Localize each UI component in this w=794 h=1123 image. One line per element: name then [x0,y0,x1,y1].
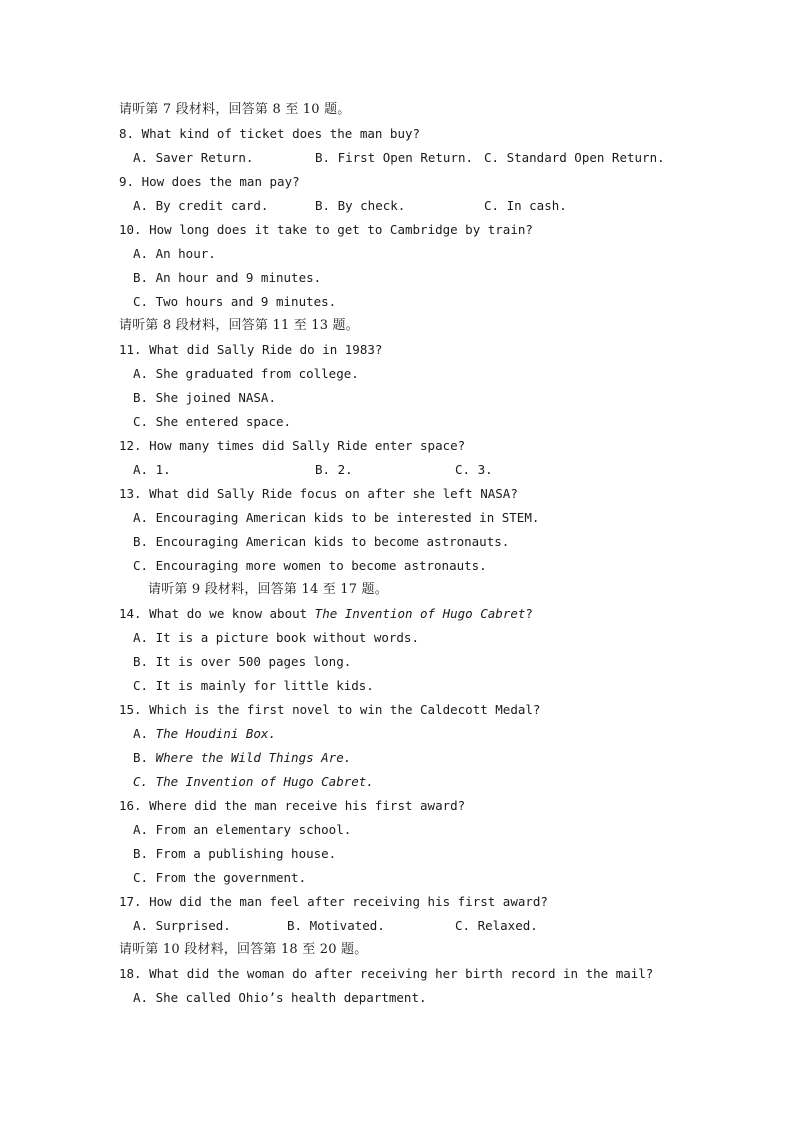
question-14-text: 14. What do we know about [119,606,315,621]
option-10-c: C. Two hours and 9 minutes. [133,294,337,309]
question-12: 12. How many times did Sally Ride enter space? [119,438,466,453]
section-header-9: 请听第 9 段材料，回答第 14 至 17 题。 [148,582,388,597]
question-17: 17. How did the man feel after receiving his first award? [119,894,548,909]
section-header-10: 请听第 10 段材料，回答第 18 至 20 题。 [119,942,368,957]
option-15-b [133,747,351,769]
option-14-c: C. It is mainly for little kids. [133,678,374,693]
question-14 [119,603,533,625]
option-15-b-title: Where the Wild Things Are. [155,750,352,765]
option-15-a-label: A. [133,726,156,741]
question-16: 16. Where did the man receive his first award? [119,798,466,813]
option-13-b: B. Encouraging American kids to become astronauts. [133,534,510,549]
question-9: 9. How does the man pay? [119,174,300,189]
option-17-c: C. Relaxed. [455,918,538,933]
option-11-b: B. She joined NASA. [133,390,276,405]
question-10: 10. How long does it take to get to Cambridge by train? [119,222,533,237]
options-row-9 [0,195,794,217]
option-17-b: B. Motivated. [287,918,385,933]
option-10-a: A. An hour. [133,246,216,261]
option-13-a: A. Encouraging American kids to be interested in STEM. [133,510,540,525]
option-16-c: C. From the government. [133,870,307,885]
question-14-mark: ? [525,606,533,621]
option-18-a: A. She called Ohio’s health department. [133,990,427,1005]
section-header-7: 请听第 7 段材料，回答第 8 至 10 题。 [119,102,351,117]
option-16-b: B. From a publishing house. [133,846,337,861]
option-9-c: C. In cash. [484,198,567,213]
option-8-c: C. Standard Open Return. [484,150,665,165]
option-12-b: B. 2. [315,462,353,477]
question-11: 11. What did Sally Ride do in 1983? [119,342,383,357]
options-row-12 [0,459,794,481]
section-header-8: 请听第 8 段材料，回答第 11 至 13 题。 [119,318,359,333]
option-8-a: A. Saver Return. [133,150,254,165]
options-row-8 [0,147,794,169]
book-title: The Invention of Hugo Cabret [314,606,526,621]
option-11-a: A. She graduated from college. [133,366,359,381]
question-18: 18. What did the woman do after receiving her birth record in the mail? [119,966,654,981]
option-13-c: C. Encouraging more women to become astronauts. [133,558,487,573]
options-row-17 [0,915,794,937]
option-12-a: A. 1. [133,462,171,477]
option-14-b: B. It is over 500 pages long. [133,654,352,669]
option-9-a: A. By credit card. [133,198,269,213]
question-8: 8. What kind of ticket does the man buy? [119,126,421,141]
option-8-b: B. First Open Return. [315,150,474,165]
option-10-b: B. An hour and 9 minutes. [133,270,322,285]
option-15-c: C. The Invention of Hugo Cabret. [133,774,374,789]
option-11-c: C. She entered space. [133,414,292,429]
question-13: 13. What did Sally Ride focus on after she left NASA? [119,486,518,501]
option-15-a-title: The Houdini Box. [155,726,276,741]
question-15: 15. Which is the first novel to win the Caldecott Medal? [119,702,541,717]
option-12-c: C. 3. [455,462,493,477]
option-9-b: B. By check. [315,198,406,213]
option-16-a: A. From an elementary school. [133,822,352,837]
option-17-a: A. Surprised. [133,918,231,933]
option-15-b-label: B. [133,750,156,765]
option-14-a: A. It is a picture book without words. [133,630,419,645]
option-15-a [133,723,276,745]
